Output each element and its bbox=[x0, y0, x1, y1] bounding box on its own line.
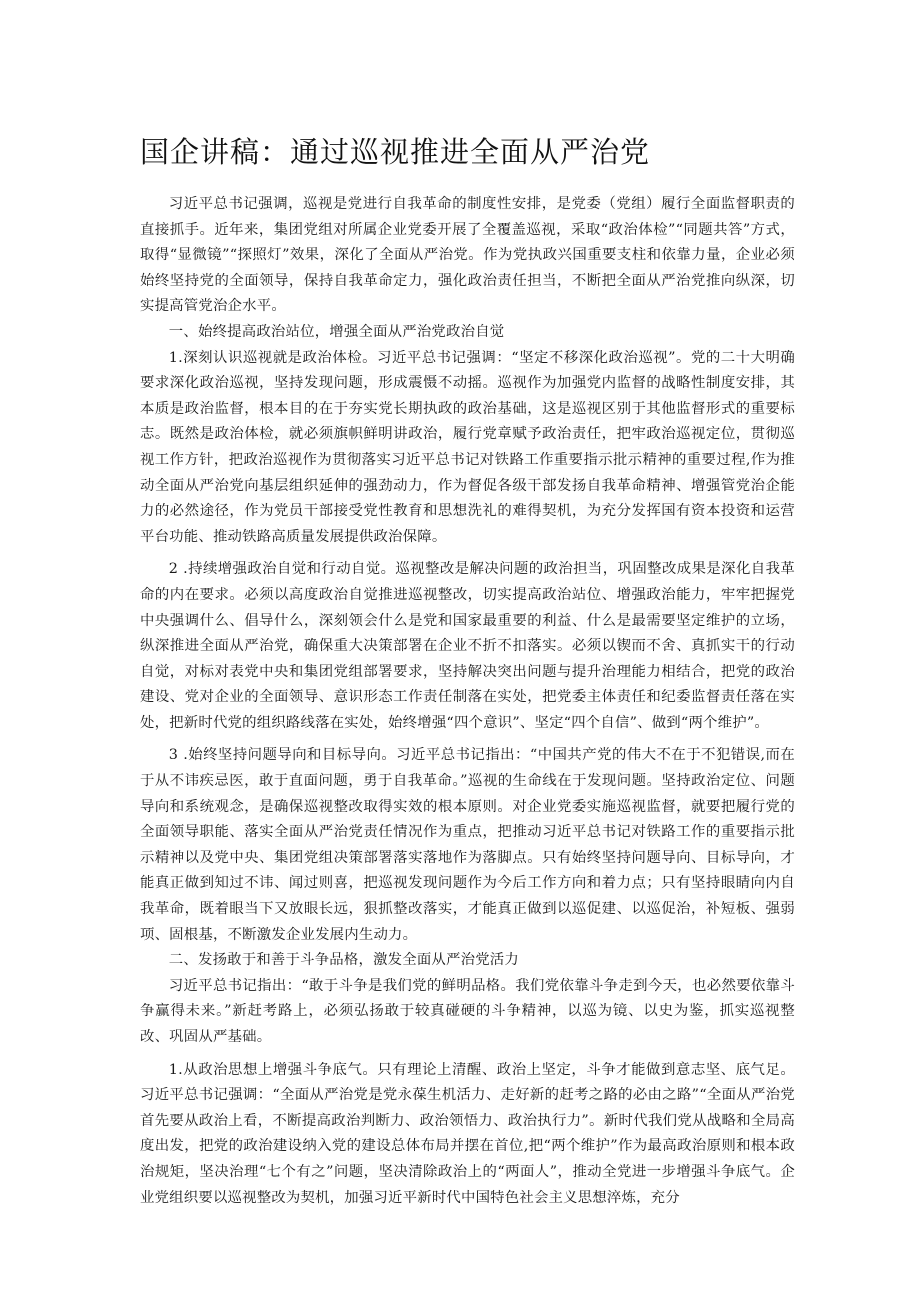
section-1-paragraph-3: 3 .始终坚持问题导向和目标导向。习近平总书记指出：“中国共产党的伟大不在于不犯错误,而在于从不讳疾忌医，敢于直面问题，勇于自我革命。”巡视的生命线在于发现问题。坚持政治定位、问题导向和系统观念，是确保巡视整改取得实效的根本原则。对企业党委实施巡视监督，就要把履行党的全面领导职能、落实全面从严治党责任情况作为重点，把推动习近平总书记对铁路工作的重要指示批示精神以及党中央、集团党组决策部署落实落地作为落脚点。只有始终坚持问题导向、目标导向，才能真正做到知过不讳、闻过则喜，把巡视发现问题作为今后工作方向和着力点；只有坚持眼睛向内自我革命，既着眼当下又放眼长远，狠抓整改落实，才能真正做到以巡促建、以巡促治，补短板、强弱项、固根基，不断激发企业发展内生动力。 bbox=[140, 747, 795, 943]
section-2-paragraph-1: 1.从政治思想上增强斗争底气。只有理论上清醒、政治上坚定，斗争才能做到意志坚、底气足。习近平总书记强调：“全面从严治党是党永葆生机活力、走好新的赶考之路的必由之路”“全面从严治党首先要从政治上看，不断提高政治判断力、政治领悟力、政治执行力”。新时代我们党从战略和全局高度出发，把党的政治建设纳入党的建设总体布局并摆在首位,把“两个维护”作为最高政治原则和根本政治规矩，坚决治理“七个有之”问题，坚决清除政治上的“两面人”，推动全党进一步增强斗争底气。企业党组织要以巡视整改为契机，加强习近平新时代中国特色社会主义思想淬炼，充分 bbox=[140, 1061, 795, 1206]
intro-paragraph: 习近平总书记强调，巡视是党进行自我革命的制度性安排，是党委（党组）履行全面监督职责的直接抓手。近年来，集团党组对所属企业党委开展了全覆盖巡视，采取“政治体检”“同题共答”方式，取得“显微镜”“探照灯”效果，深化了全面从严治党。作为党执政兴国重要支柱和依靠力量，企业必须始终坚持党的全面领导，保持自我革命定力，强化政治责任担当，不断把全面从严治党推向纵深，切实提高管党治企水平。 bbox=[140, 196, 795, 315]
document-title: 国企讲稿：通过巡视推进全面从严治党 bbox=[140, 135, 651, 169]
section-2-heading: 二、发扬敢于和善于斗争品格，激发全面从严治党活力 bbox=[168, 952, 519, 969]
section-1-paragraph-2: 2 .持续增强政治自觉和行动自觉。巡视整改是解决问题的政治担当，巩固整改成果是深化自我革命的内在要求。必须以高度政治自觉推进巡视整改，切实提高政治站位、增强政治能力，牢牢把握党中央强调什么、倡导什么，深刻领会什么是党和国家最重要的利益、什么是最需要坚定维护的立场，纵深推进全面从严治党，确保重大决策部署在企业不折不扣落实。必须以锲而不舍、真抓实干的行动自觉，对标对表党中央和集团党组部署要求，坚持解决突出问题与提升治理能力相结合，把党的政治建设、党对企业的全面领导、意识形态工作责任制落在实处，把党委主体责任和纪委监督责任落在实处，把新时代党的组织路线落在实处，始终增强“四个意识”、坚定“四个自信”、做到“两个维护”。 bbox=[140, 561, 795, 731]
section-1-paragraph-1: 1.深刻认识巡视就是政治体检。习近平总书记强调：“坚定不移深化政治巡视”。党的二十大明确要求深化政治巡视，坚持发现问题，形成震慑不动摇。巡视作为加强党内监督的战略性制度安排，其本质是政治监督，根本目的在于夯实党长期执政的政治基础，这是巡视区别于其他监督形式的重要标志。既然是政治体检，就必须旗帜鲜明讲政治，履行党章赋予政治责任，把牢政治巡视定位，贯彻巡视工作方针，把政治巡视作为贯彻落实习近平总书记对铁路工作重要指示批示精神的重要过程,作为推动全面从严治党向基层组织延伸的强劲动力，作为督促各级干部发扬自我革命精神、增强管党治企能力的必然途径，作为党员干部接受党性教育和思想洗礼的难得契机，为充分发挥国有资本投资和运营平台功能、推动铁路高质量发展提供政治保障。 bbox=[140, 349, 795, 545]
section-2-intro-paragraph: 习近平总书记指出：“敢于斗争是我们党的鲜明品格。我们党依靠斗争走到今天，也必然要依靠斗争赢得未来。”新赶考路上，必须弘扬敢于较真碰硬的斗争精神，以巡为镜、以史为鉴，抓实巡视整改、巩固从严基础。 bbox=[140, 977, 795, 1045]
section-1-heading: 一、始终提高政治站位，增强全面从严治党政治自觉 bbox=[168, 323, 505, 340]
document-page bbox=[140, 130, 795, 1211]
